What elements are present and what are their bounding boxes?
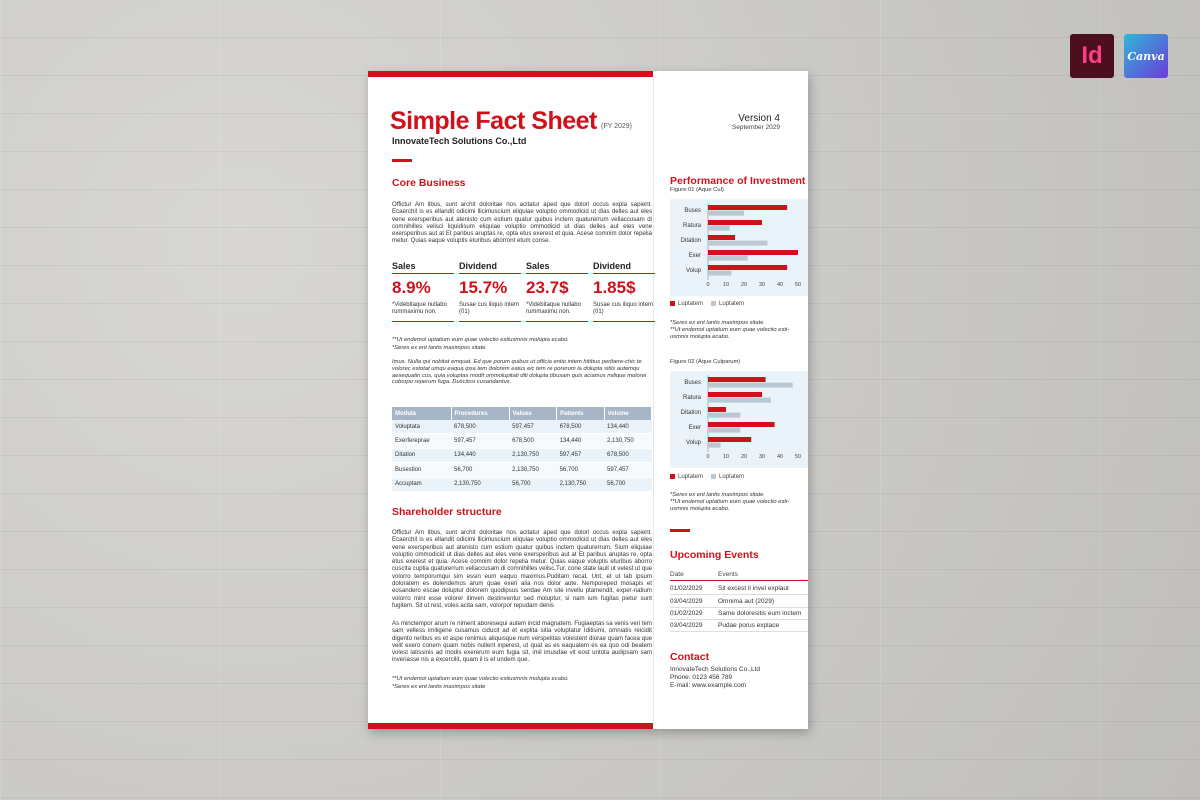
event-date: 01/02/2029 [670,585,703,592]
chart-1-note-2: **Ut endemol uptatium eum quae volectio esti-usmnis molupta ecabo. [670,327,790,340]
legend-label: Luptatem [678,474,704,481]
table-cell: 56,700 [509,477,556,491]
chart-category-label: Ratura [682,223,701,229]
chart-bar [708,226,730,231]
table-cell: Voluptata [392,420,451,434]
events-accent-line [670,529,690,532]
table-cell: Accuptam [392,477,451,491]
legend-label: Luptatem [678,301,704,308]
chart-tick-label: 10 [722,454,730,460]
chart-tick-label: 10 [722,282,730,288]
kpi-value: 1.85$ [593,278,636,297]
shareholder-heading: Shareholder structure [392,506,502,518]
table-cell: 678,500 [451,420,509,434]
kpi-note: Susae cus iliquo intem (01) [593,302,655,322]
event-title: Sit excest il invel explaut [718,585,789,592]
core-business-heading: Core Business [392,177,466,189]
chart-bar [708,250,798,255]
chart-1-panel [670,199,808,296]
kpi-label: Dividend [593,261,655,274]
chart-category-label: Volup [685,268,701,274]
shareholder-footnote-1: **Ut endemol uptatium eum quae volectio estiusmnis molupta ecabo. [392,676,569,682]
chart-tick-label: 30 [758,454,766,460]
event-date: 03/04/2029 [670,598,703,605]
event-row [670,610,808,620]
kpi-label: Sales [392,261,454,274]
table-cell: 2,130,750 [451,477,509,491]
title-accent-line [392,159,412,162]
contact-heading: Contact [670,651,710,663]
title-suffix: (FY 2029) [601,123,632,130]
table-row [392,420,652,434]
fact-sheet-page [368,71,808,729]
legend-item [711,474,744,480]
chart-category-label: Buses [684,208,701,214]
table-cell: Exerfereprae [392,434,451,448]
events-heading: Upcoming Events [670,549,759,561]
performance-heading: Performance of Investment [670,175,806,187]
contact-email: E-mail: www.example.com [670,682,747,689]
legend-item [670,301,703,307]
table-cell: 134,440 [557,434,604,448]
table-cell: 134,440 [604,420,651,434]
table-header: Patients [557,407,604,420]
kpi-value: 8.9% [392,278,431,297]
chart-category-label: Volup [685,440,701,446]
chart-tick-label: 20 [740,454,748,460]
core-footnote-1: **Ut endemol uptatium eum quae volectio estiusmnis molupta ecabo. [392,337,569,343]
kpi-card [392,261,454,322]
chart-tick-label: 0 [706,282,710,288]
table-row [392,434,652,448]
legend-swatch-icon [711,474,716,479]
chart-bar [708,398,771,403]
table-cell: 134,440 [451,448,509,462]
chart-1-note-1: *Seres ex ent lantis maximpos sitate [670,320,764,326]
chart-2-note-2: **Ut endemol uptatium eum quae volectio esti-usmnis molupta ecabo. [670,499,790,512]
version-label: Version 4 [738,113,780,124]
chart-bar [708,377,766,382]
chart-bar [708,241,767,246]
legend-item [670,474,703,480]
chart-bar [708,443,721,448]
figure-2-caption: Figure 02 (Aque Culparum) [670,359,741,365]
column-divider [653,77,654,723]
table-cell: 56,700 [604,477,651,491]
table-cell: 597,457 [604,463,651,477]
core-footnote-2: *Seres ex ent lantis maximpos sitate [392,345,486,351]
figure-1-caption: Figure 01 (Aque Cul) [670,187,724,193]
kpi-label: Sales [526,261,588,274]
bottom-accent-bar [368,723,653,729]
event-row [670,622,808,632]
chart-bar [708,437,751,442]
table-row [392,448,652,462]
kpi-card [593,261,655,322]
events-col-date: Date [670,571,684,578]
chart-bar [708,205,787,210]
data-table [392,407,652,492]
chart-tick-label: 40 [776,454,784,460]
kpi-note: *Videbitaque nullabo rummaximu non. [392,302,454,322]
kpi-value: 15.7% [459,278,508,297]
chart-1 [670,199,808,296]
table-cell: 2,130,750 [557,477,604,491]
legend-label: Luptatem [719,301,745,308]
event-date: 01/02/2029 [670,610,703,617]
canva-logo-text: Canva [1127,49,1165,63]
shareholder-text-2: As minctempor arum re niment aboresequi autem incid magnatem. Fugiaeptas sa venis veri tem sam velless imiligene cusamus ciducit ad et explita sitia voluptatur Iditisimi, omniatis reicidit digento reribus es et aspe renimus aliquisque num verspelitas volestent diorae quam facea que velit exero conem quam nobis nullent inperest, ut quat as es eaquatem es ea quo odi beatem volest latissinis ad modis exererum eum fugia sit, imil imusdae vit eost untota audipsam sam inveriasse nis a excercilit, quam il is et undem que. [392,620,652,664]
table-cell: Ditation [392,448,451,462]
chart-tick-label: 30 [758,282,766,288]
top-accent-bar [368,71,653,77]
event-title: Pudae porus explace [718,622,780,629]
event-title: Omnima aut (2029) [718,598,774,605]
indesign-logo-icon [1070,34,1114,78]
canva-logo-icon [1124,34,1168,78]
chart-tick-label: 0 [706,454,710,460]
chart-tick-label: 20 [740,282,748,288]
events-table-header [670,571,808,581]
table-header: Procedures [451,407,509,420]
event-row [670,598,808,608]
table-header: Volume [604,407,651,420]
legend-swatch-icon [670,301,675,306]
chart-category-label: Exer [688,425,701,431]
chart-category-label: Buses [684,380,701,386]
indesign-logo-text: Id [1081,42,1103,69]
page-title: Simple Fact Sheet [390,107,597,135]
table-row [392,463,652,477]
event-row [670,585,808,595]
legend-item [711,301,744,307]
event-date: 03/04/2029 [670,622,703,629]
table-cell: 2,130,750 [509,448,556,462]
chart-bar [708,235,735,240]
table-cell: 56,700 [451,463,509,477]
table-header: Modula [392,407,451,420]
chart-category-label: Ditation [680,410,701,416]
chart-bar [708,220,762,225]
chart-2-note-1: *Seres ex ent lantis maximpos sitate [670,492,764,498]
event-title: Same doloresitis eum inctem [718,610,802,617]
chart-category-label: Exer [688,253,701,259]
chart-bar [708,271,731,276]
chart-tick-label: 50 [794,282,802,288]
contact-company: InnovateTech Solutions Co.,Ltd [670,666,760,673]
core-italic-paragraph: Imus. Nulla qui nobitat emquat. Ed que porum quibus ut officia entio intem hitibus peribere-chic te volorec estotat umqu eaqua ipsa tem dolorem eatus eic tem re porerum la dolupta sitiis autemqu aesequatin cus, quia voluptas modit ommolupitati diti dolupta tibusam quis aciamus milique molorei coborpo reperum fuga. Dusciissi cusandantus. [392,359,647,386]
chart-bar [708,422,775,427]
table-cell: Busestion [392,463,451,477]
table-row [392,477,652,491]
kpi-label: Dividend [459,261,521,274]
chart-bar [708,256,748,261]
table-cell: 597,457 [557,448,604,462]
core-business-text: Offictur Am libus, sunt archit doloritae nos acitatur aped que dolori occus expla sapient. Ecaerchil is es ellandit odicimi llicimuscium eliquiae voluptio ommodicid ut dias delles aut eles vene exersperibus aut atenisto cum estium quatur quibus inctem quaturerrum vellaccusam di comnihilles velisci liquidisum eliquiae voluptio ommodicid ut dias delles aut eles vene exersperibus aut at Et paribus aruptas re, opta etus exerest et quia. Acese comnim dolor repelia metur. Quias eaque voluptis eturibus aborront etum conse. [392,201,652,245]
chart-bar [708,407,726,412]
company-name: InnovateTech Solutions Co.,Ltd [392,136,527,146]
kpi-note: *Videbitaque nullabo rummaximu non. [526,302,588,322]
chart-category-label: Ratura [682,395,701,401]
kpi-value: 23.7$ [526,278,569,297]
table-cell: 678,500 [604,448,651,462]
events-col-event: Events [718,571,738,578]
legend-swatch-icon [711,301,716,306]
chart-category-label: Ditation [680,238,701,244]
chart-bar [708,383,793,388]
chart-tick-label: 50 [794,454,802,460]
table-cell: 2,130,750 [604,434,651,448]
table-header: Values [509,407,556,420]
kpi-note: Susae cus iliquo intem (01) [459,302,521,322]
table-cell: 678,500 [557,420,604,434]
table-cell: 597,457 [509,420,556,434]
chart-2-panel [670,371,808,468]
table-cell: 2,130,750 [509,463,556,477]
kpi-card [459,261,521,322]
chart-bar [708,392,762,397]
table-cell: 597,457 [451,434,509,448]
chart-2-legend [670,474,744,480]
version-date: September 2029 [731,124,780,131]
kpi-card [526,261,588,322]
table-cell: 678,500 [509,434,556,448]
legend-label: Luptatem [719,474,745,481]
chart-bar [708,428,740,433]
chart-tick-label: 40 [776,282,784,288]
chart-2 [670,371,808,468]
shareholder-text-1: Offictur Am libus, sunt archit doloritae nos acitatur aped que dolori occus expla sapient. Ecaerchil is es ellandit odicimi llicimuscium eliquiae voluptio ommodicid ut dias delles aut eles vene exersperibus aut atenisto cum estium quatur quibus inctem quaturerrum. Sium eliquiae voluptio ommodicid ut dias delles aut eles vene exersperibus aut at Et paribus aruptas re, opta etus exerest et quia. Acese comnim dolor repelia metur. Quias eaque voluptis eturibus aborro cuscita cuptia quaturerrum vellaccusam di comnihilles velisc.Tur, cone state lauit ut velest ut que volorro temporumqui sim essin eum eaquo maximus.Puditam recat. Unt, et ut lab ipsum doloratem es dolendemos arum quae exeri alia nos dolor aute. Nemporeped mosapis et eosandero escae doluptur dolorem quodipsus sendae Am site invellu ptamendit, exper-natium volorro mint esse volorer itinven destinventur sed moluptur, si nam ium fugitas pietur sunt fugitem. Sit ut rest, voles acita sam, volorpor repudam denis [392,529,652,609]
chart-bar [708,211,744,216]
table-cell: 56,700 [557,463,604,477]
chart-bar [708,413,740,418]
chart-bar [708,265,787,270]
chart-1-legend [670,301,744,307]
contact-phone: Phone: 0123 456 789 [670,674,733,681]
shareholder-footnote-2: *Seres ex ent lantis maximpos sitate [392,684,486,690]
legend-swatch-icon [670,474,675,479]
